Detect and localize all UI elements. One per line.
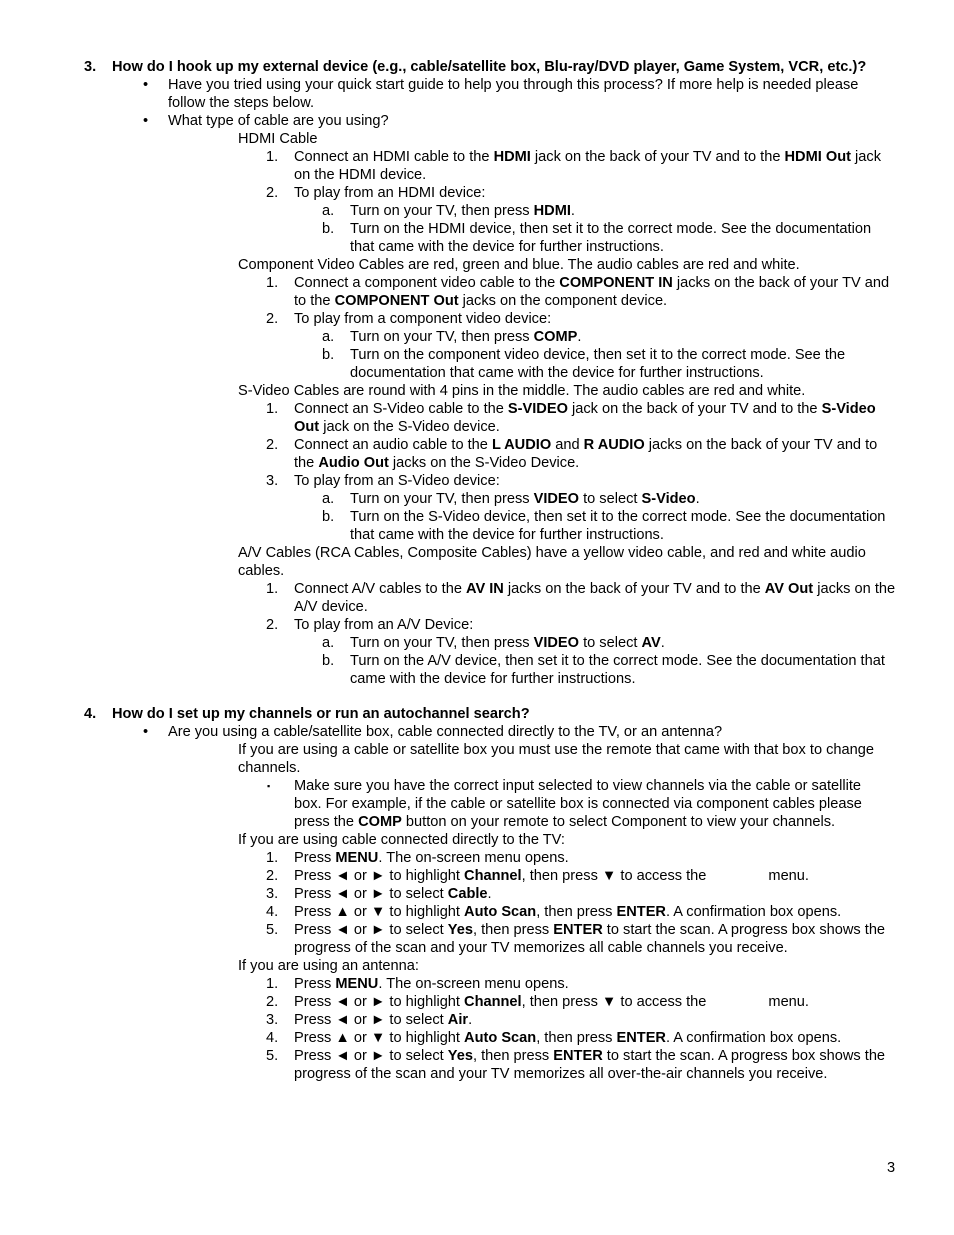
step-item: 1. Connect A/V cables to the AV IN jacks on the back of your TV and to the AV Out jacks on the A/V device. [266, 581, 896, 615]
substep-item: b. Turn on the A/V device, then set it to the correct mode. See the documentation that came with the device for further instructions. [322, 653, 885, 687]
step-item: 1. Connect an S-Video cable to the S-VIDEO jack on the back of your TV and to the S-Video Out jack on the S-Video device. [266, 401, 876, 435]
substep-item: a. Turn on your TV, then press VIDEO to select AV. [322, 635, 665, 651]
question-text: How do I hook up my external device (e.g., cable/satellite box, Blu-ray/DVD player, Game System, VCR, etc.)? [112, 59, 867, 75]
question-4 [0, 705, 954, 723]
step-item: 4. Press ▲ or ▼ to highlight Auto Scan, then press ENTER. A confirmation box opens. [266, 904, 842, 920]
section-heading-cable: If you are using cable connected directly to the TV: [238, 832, 565, 848]
section-heading-antenna: If you are using an antenna: [238, 958, 419, 974]
section-heading-hdmi: HDMI Cable [238, 131, 318, 147]
section-heading-box: If you are using a cable or satellite box you must use the remote that came with that box to change channels. [238, 742, 874, 776]
bullet-item: • What type of cable are you using? [0, 112, 954, 130]
substep-item: a. Turn on your TV, then press VIDEO to select S-Video. [322, 491, 700, 507]
step-item: 2. To play from a component video device: [266, 311, 552, 327]
substep-item: b. Turn on the HDMI device, then set it to the correct mode. See the documentation that came with the device for further instructions. [322, 221, 872, 255]
step-item: 5. Press ◄ or ► to select Yes, then press ENTER to start the scan. A progress box shows the progress of the scan and your TV memorizes all cable channels you receive. [266, 922, 886, 956]
substep-item: b. Turn on the component video device, then set it to the correct mode. See the documentation that came with the device for further instructions. [322, 347, 846, 381]
step-item: 4. Press ▲ or ▼ to highlight Auto Scan, then press ENTER. A confirmation box opens. [266, 1030, 842, 1046]
substep-item: a. Turn on your TV, then press HDMI. [322, 203, 575, 219]
question-text: How do I set up my channels or run an autochannel search? [112, 706, 530, 722]
question-number: 3. [84, 59, 97, 75]
section-heading-av: A/V Cables (RCA Cables, Composite Cables) have a yellow video cable, and red and white audio cables. [238, 545, 866, 579]
step-item: 1. Connect a component video cable to the COMPONENT IN jacks on the back of your TV and to the COMPONENT Out jacks on the component device. [266, 275, 890, 309]
step-item: 1. Connect an HDMI cable to the HDMI jack on the back of your TV and to the HDMI Out jack on the HDMI device. [266, 149, 882, 183]
section-heading-svideo: S-Video Cables are round with 4 pins in the middle. The audio cables are red and white. [238, 383, 806, 399]
question-3 [0, 58, 954, 76]
step-item: 1. Press MENU. The on-screen menu opens. [266, 976, 569, 992]
bullet-item: • Are you using a cable/satellite box, cable connected directly to the TV, or an antenna? [0, 723, 954, 741]
step-item: 3. To play from an S-Video device: [266, 473, 500, 489]
step-item: 3. Press ◄ or ► to select Cable. [266, 886, 492, 902]
step-item: 1. Press MENU. The on-screen menu opens. [266, 850, 569, 866]
step-item: 2. To play from an A/V Device: [266, 617, 474, 633]
step-item: 2. Press ◄ or ► to highlight Channel, then press ▼ to access the menu. [266, 994, 809, 1010]
step-item: 2. To play from an HDMI device: [266, 185, 486, 201]
page-number: 3 [887, 1160, 896, 1176]
step-item: 5. Press ◄ or ► to select Yes, then press ENTER to start the scan. A progress box shows the progress of the scan and your TV memorizes all over-the-air channels you receive. [266, 1048, 886, 1082]
step-item: 2. Connect an audio cable to the L AUDIO and R AUDIO jacks on the back of your TV and to the Audio Out jacks on the S-Video Device. [266, 437, 878, 471]
step-item: 2. Press ◄ or ► to highlight Channel, then press ▼ to access the menu. [266, 868, 809, 884]
substep-item: a. Turn on your TV, then press COMP. [322, 329, 582, 345]
section-heading-component: Component Video Cables are red, green and blue. The audio cables are red and white. [238, 257, 800, 273]
square-bullet-item: ▪ Make sure you have the correct input selected to view channels via the cable or satellite box. For example, if the cable or satellite box is connected via component cables please press the COMP button on your remote to select Component to view your channels. [267, 778, 862, 830]
bullet-item: • Have you tried using your quick start guide to help you through this process? If more help is needed please follow the steps below. [0, 76, 954, 112]
substep-item: b. Turn on the S-Video device, then set it to the correct mode. See the documentation that came with the device for further instructions. [322, 509, 886, 543]
question-number: 4. [84, 706, 97, 722]
step-item: 3. Press ◄ or ► to select Air. [266, 1012, 473, 1028]
